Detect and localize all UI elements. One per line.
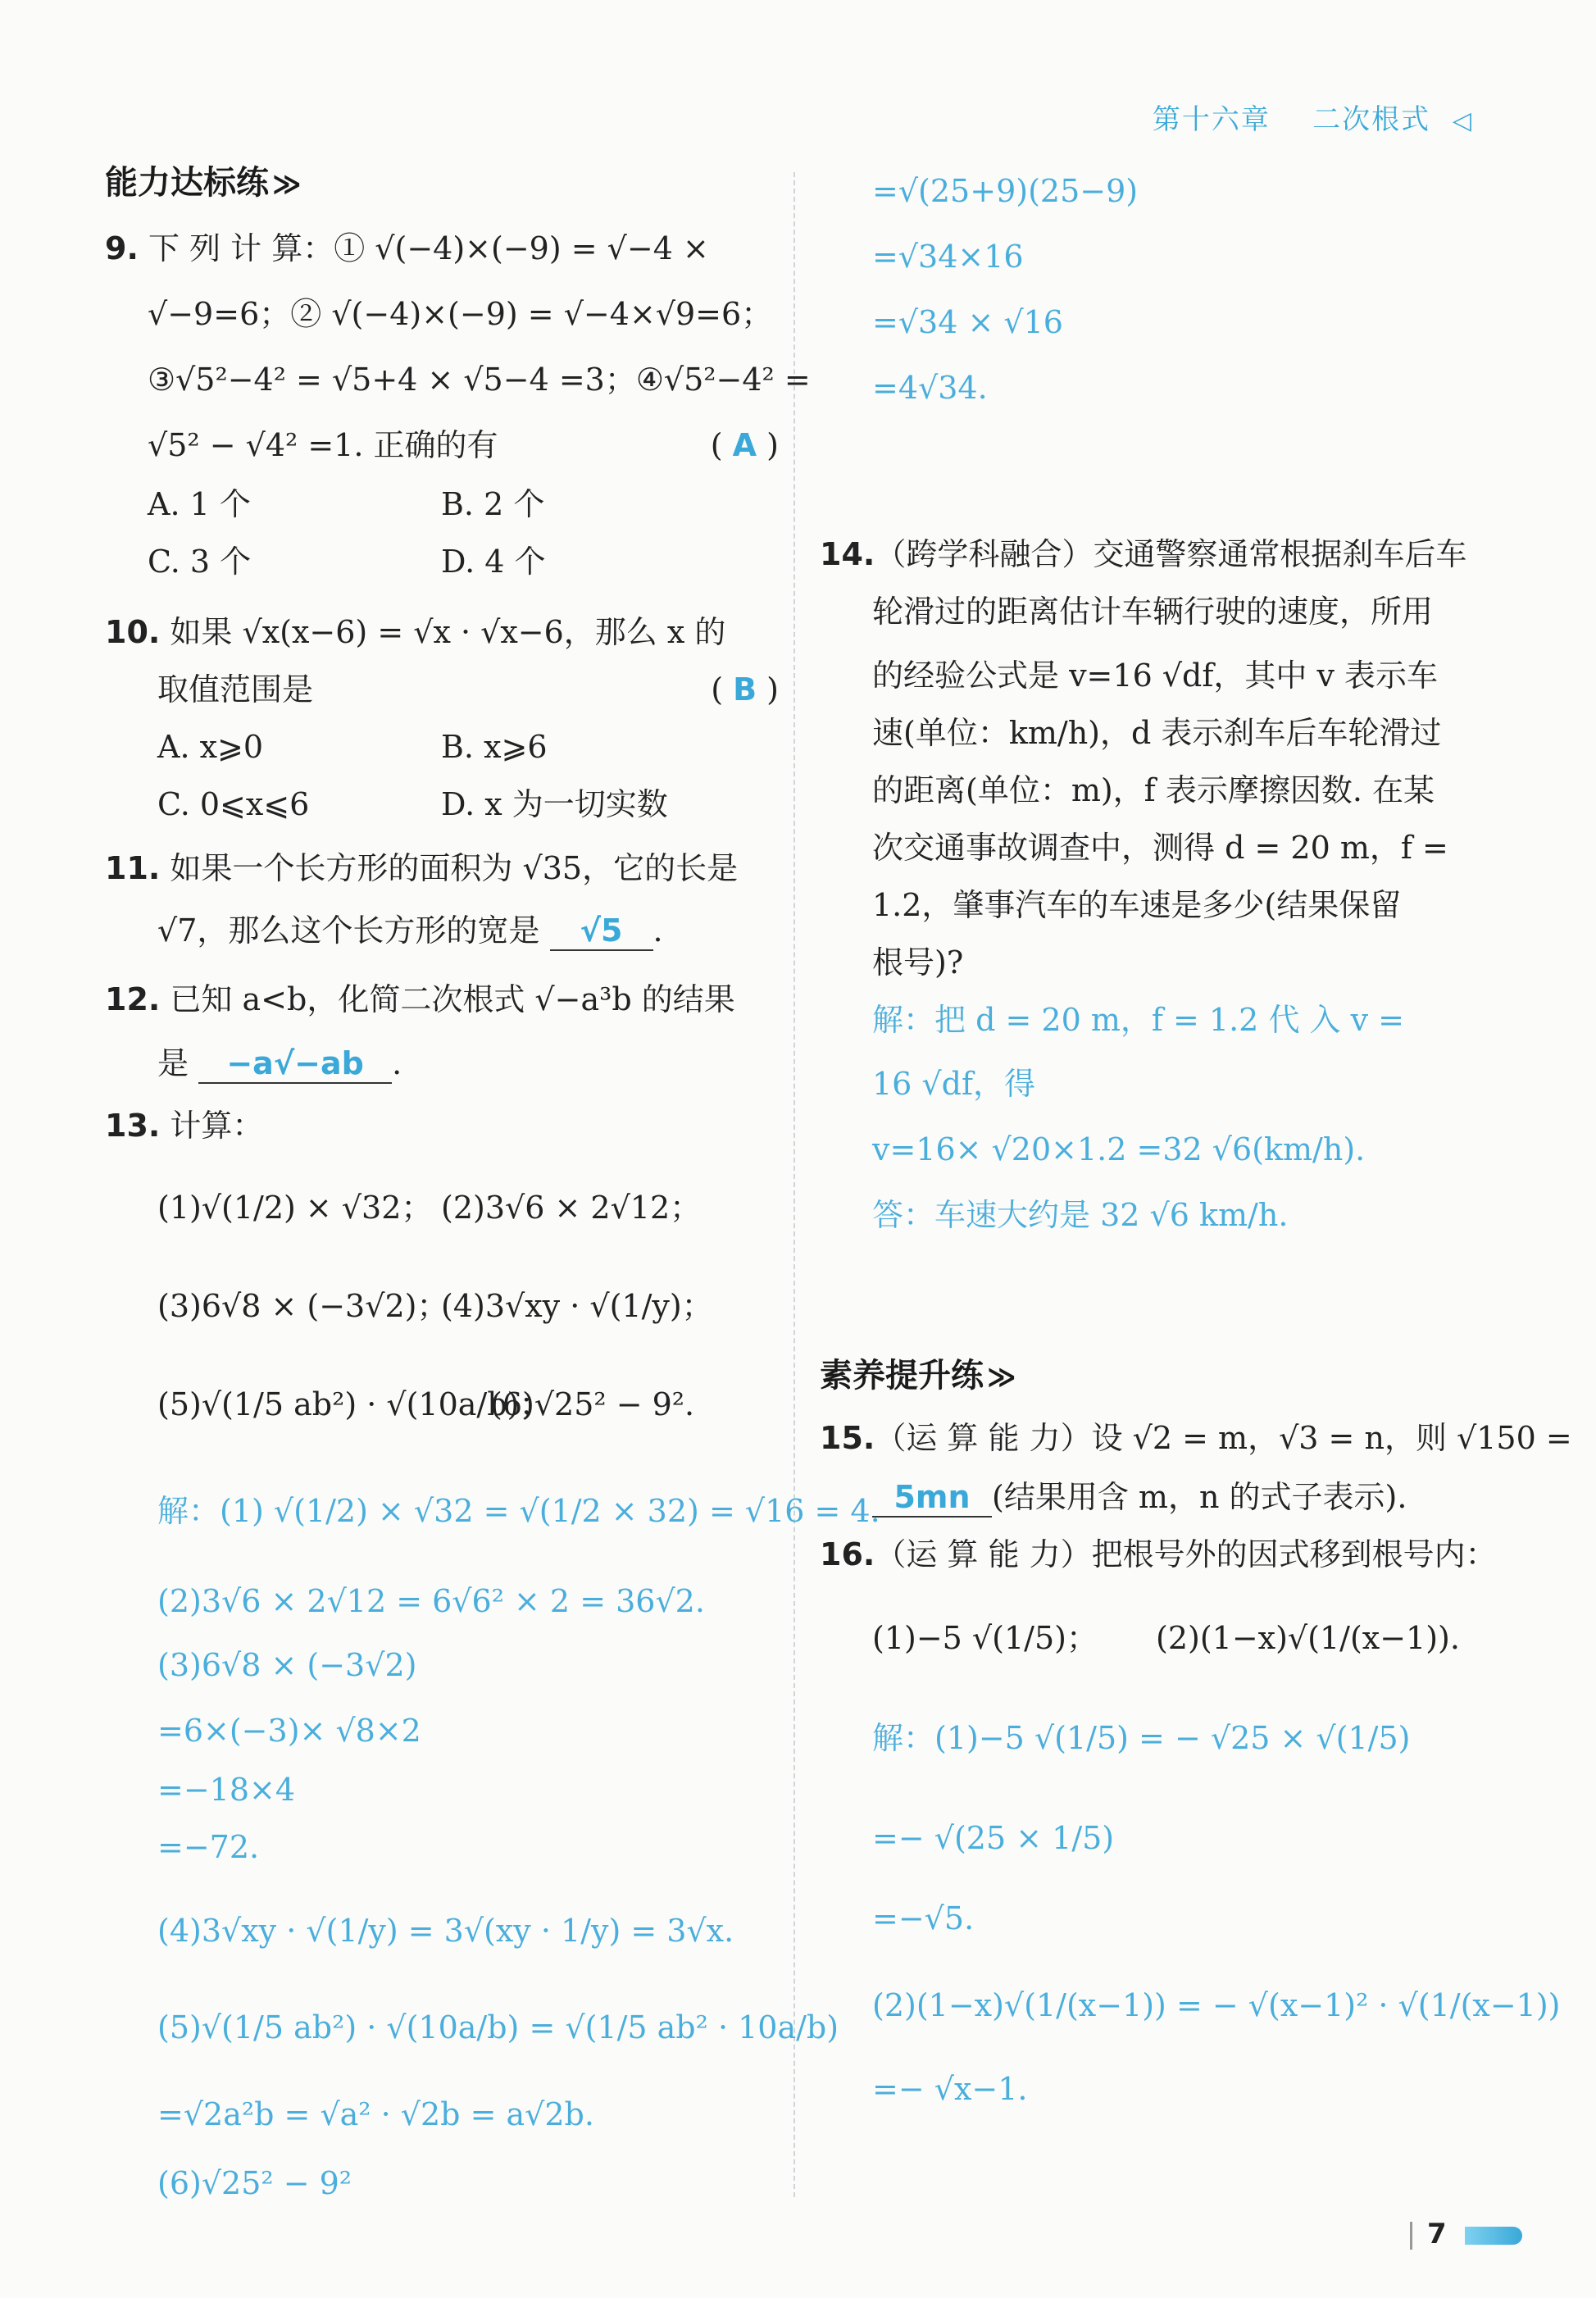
chapter-topic: 二次根式 bbox=[1312, 103, 1431, 136]
q13-s3b: =6×(−3)× √8×2 bbox=[157, 1713, 421, 1749]
text-line bbox=[105, 1107, 263, 1144]
q13-s6b: =√(25+9)(25−9) bbox=[872, 173, 1139, 209]
q9-l2: √−9=6；② √(−4)×(−9) = √−4×√9=6； bbox=[148, 296, 773, 332]
q14-s3: v=16× √20×1.2 =32 √6(km/h). bbox=[872, 1131, 1366, 1167]
sections-literacy: 素养提升练 bbox=[820, 1357, 984, 1395]
q13-p3: (3)6√8 × (−3√2)； bbox=[157, 1288, 448, 1324]
footer-bar bbox=[1410, 2222, 1412, 2250]
q15-l1: 设 √2 = m，√3 = n，则 √150 = bbox=[1091, 1420, 1572, 1456]
q9-optC: C. 3 个 bbox=[148, 544, 252, 580]
solution-13-4: (4)3√xy · √(1/y) = 3√(xy · 1/y) = 3√x. bbox=[157, 1913, 734, 1949]
q14-s2: 16 √df，得 bbox=[872, 1066, 1036, 1102]
solution-13-1: 解：(1) √(1/2) × √32 = √(1/2 × 32) = √16 = 4. bbox=[157, 1493, 880, 1529]
q14-tag: （跨学科融合） bbox=[875, 536, 1094, 572]
answer-15: 5mn bbox=[872, 1478, 992, 1518]
text-line bbox=[820, 1536, 1497, 1573]
q12-l1: 已知 a<b，化简二次根式 √−a³b 的结果 bbox=[170, 981, 735, 1017]
text-line bbox=[872, 1478, 1407, 1518]
answer-10: B bbox=[733, 671, 757, 708]
q9-optB: B. 2 个 bbox=[441, 486, 545, 522]
q16-p2: (2)(1−x)√(1/(x−1)). bbox=[1156, 1620, 1460, 1656]
text-line bbox=[820, 1419, 1572, 1457]
text-line bbox=[157, 1044, 402, 1084]
q15-num: 15. bbox=[820, 1420, 875, 1456]
q14-l7: 1.2，肇事汽车的车速是多少(结果保留 bbox=[872, 887, 1402, 923]
q13-s3a: (3)6√8 × (−3√2) bbox=[157, 1647, 417, 1683]
solution-16-1: 解：(1)−5 √(1/5) = − √25 × √(1/5) bbox=[872, 1720, 1411, 1756]
section-title-literacy bbox=[820, 1357, 1016, 1396]
q15-tag: （运 算 能 力） bbox=[875, 1420, 1092, 1456]
text-line: 取值范围是 ( B ) bbox=[157, 671, 779, 708]
q10-l2: 取值范围是 bbox=[157, 671, 314, 708]
text-line bbox=[105, 981, 735, 1018]
q9-num: 9. bbox=[105, 230, 139, 266]
text-line: √5² − √4² =1. 正确的有 ( A ) bbox=[148, 427, 779, 463]
sections-ability: 能力达标练 bbox=[105, 164, 269, 202]
q16-p1: (1)−5 √(1/5)； bbox=[872, 1620, 1098, 1656]
footer-stripe-icon bbox=[1465, 2227, 1522, 2245]
q13-p1: (1)√(1/2) × √32； bbox=[157, 1190, 433, 1226]
q14-l8: 根号)? bbox=[872, 944, 964, 981]
q9-optA: A. 1 个 bbox=[148, 486, 251, 522]
q13-num: 13. bbox=[105, 1108, 161, 1144]
solution-13-6: (6)√25² − 9² bbox=[157, 2165, 352, 2201]
q11-l1: 如果一个长方形的面积为 √35，它的长是 bbox=[170, 850, 739, 886]
q13-p5: (5)√(1/5 ab²) · √(10a/b)； bbox=[157, 1386, 551, 1422]
page-footer bbox=[1410, 2218, 1522, 2250]
q13-p2: (2)3√6 × 2√12； bbox=[441, 1190, 702, 1226]
q16-l1: 把根号外的因式移到根号内： bbox=[1091, 1536, 1497, 1572]
q12-num: 12. bbox=[105, 981, 161, 1017]
answer-9: A bbox=[732, 427, 757, 463]
q13-s6e: =4√34. bbox=[872, 370, 988, 406]
solution-13-5: (5)√(1/5 ab²) · √(10a/b) = √(1/5 ab² · 10a/b) bbox=[157, 2009, 839, 2045]
q9-optD: D. 4 个 bbox=[441, 544, 546, 580]
q14-l3: 的经验公式是 v=16 √df，其中 v 表示车 bbox=[872, 658, 1439, 694]
q16-s5: =− √x−1. bbox=[872, 2071, 1028, 2107]
solution-16-2: (2)(1−x)√(1/(x−1)) = − √(x−1)² · √(1/(x−1)) bbox=[872, 1987, 1561, 2023]
q12-l2b: . bbox=[392, 1045, 402, 1081]
column-divider bbox=[793, 172, 795, 2197]
q13-s3d: =−72. bbox=[157, 1829, 260, 1865]
q10-optA: A. x⩾0 bbox=[157, 729, 264, 765]
q14-num: 14. bbox=[820, 536, 875, 572]
answer-12: −a√−ab bbox=[198, 1044, 392, 1084]
q14-l1: 交通警察通常根据刹车后车 bbox=[1093, 536, 1467, 572]
q16-num: 16. bbox=[820, 1536, 875, 1572]
text-line bbox=[105, 613, 725, 651]
q10-optB: B. x⩾6 bbox=[441, 729, 548, 765]
text-line bbox=[157, 912, 663, 951]
answer-11: √5 bbox=[550, 912, 653, 951]
sections-arrow: ≫ bbox=[987, 1361, 1016, 1394]
q10-l1: 如果 √x(x−6) = √x · √x−6，那么 x 的 bbox=[170, 614, 726, 650]
solution-13-2: (2)3√6 × 2√12 = 6√6² × 2 = 36√2. bbox=[157, 1583, 705, 1619]
chapter-header bbox=[1153, 97, 1473, 137]
q13-title: 计算： bbox=[170, 1108, 264, 1144]
q13-p6: (6)√25² − 9². bbox=[490, 1386, 695, 1422]
q13-s5b: =√2a²b = √a² · √2b = a√2b. bbox=[157, 2096, 594, 2132]
q16-tag: （运 算 能 力） bbox=[875, 1536, 1092, 1572]
sections-arrow: ≫ bbox=[272, 168, 302, 201]
text-line bbox=[105, 849, 738, 887]
text-line bbox=[820, 535, 1466, 573]
q11-l2a: √7，那么这个长方形的宽是 bbox=[157, 912, 540, 949]
triangle-left-icon: ◁ bbox=[1452, 107, 1473, 135]
q15-l2: (结果用含 m，n 的式子表示). bbox=[992, 1479, 1407, 1515]
q9-l1: 下 列 计 算：① √(−4)×(−9) = √−4 × bbox=[148, 230, 709, 266]
q13-s3c: =−18×4 bbox=[157, 1772, 296, 1808]
page-number: 7 bbox=[1427, 2218, 1447, 2250]
solution-14: 解：把 d = 20 m，f = 1.2 代 入 v = bbox=[872, 1002, 1404, 1038]
q11-l2b: . bbox=[652, 912, 663, 949]
q14-l6: 次交通事故调查中，测得 d = 20 m，f = bbox=[872, 830, 1448, 866]
section-title-ability bbox=[105, 164, 302, 203]
q13-s6d: =√34 × √16 bbox=[872, 304, 1063, 340]
q14-s4: 答：车速大约是 32 √6 km/h. bbox=[872, 1197, 1289, 1233]
text-line bbox=[105, 230, 709, 267]
q13-s6c: =√34×16 bbox=[872, 239, 1024, 275]
q10-optC: C. 0⩽x⩽6 bbox=[157, 786, 310, 822]
q16-s2: =− √(25 × 1/5) bbox=[872, 1820, 1115, 1856]
q14-l5: 的距离(单位：m)，f 表示摩擦因数. 在某 bbox=[872, 772, 1435, 808]
q9-l4: √5² − √4² =1. 正确的有 bbox=[148, 427, 498, 463]
q10-optD: D. x 为一切实数 bbox=[441, 786, 668, 822]
q16-s3: =−√5. bbox=[872, 1900, 975, 1936]
q11-num: 11. bbox=[105, 850, 161, 886]
chapter-number: 第十六章 bbox=[1152, 103, 1271, 136]
q14-l4: 速(单位：km/h)，d 表示刹车后车轮滑过 bbox=[872, 715, 1442, 751]
q14-l2: 轮滑过的距离估计车辆行驶的速度，所用 bbox=[872, 594, 1434, 630]
q10-num: 10. bbox=[105, 614, 161, 650]
q12-l2a: 是 bbox=[157, 1045, 189, 1081]
q13-p4: (4)3√xy · √(1/y)； bbox=[441, 1288, 713, 1324]
q9-l3: ③√5²−4² = √5+4 × √5−4 =3；④√5²−4² = bbox=[148, 362, 811, 398]
